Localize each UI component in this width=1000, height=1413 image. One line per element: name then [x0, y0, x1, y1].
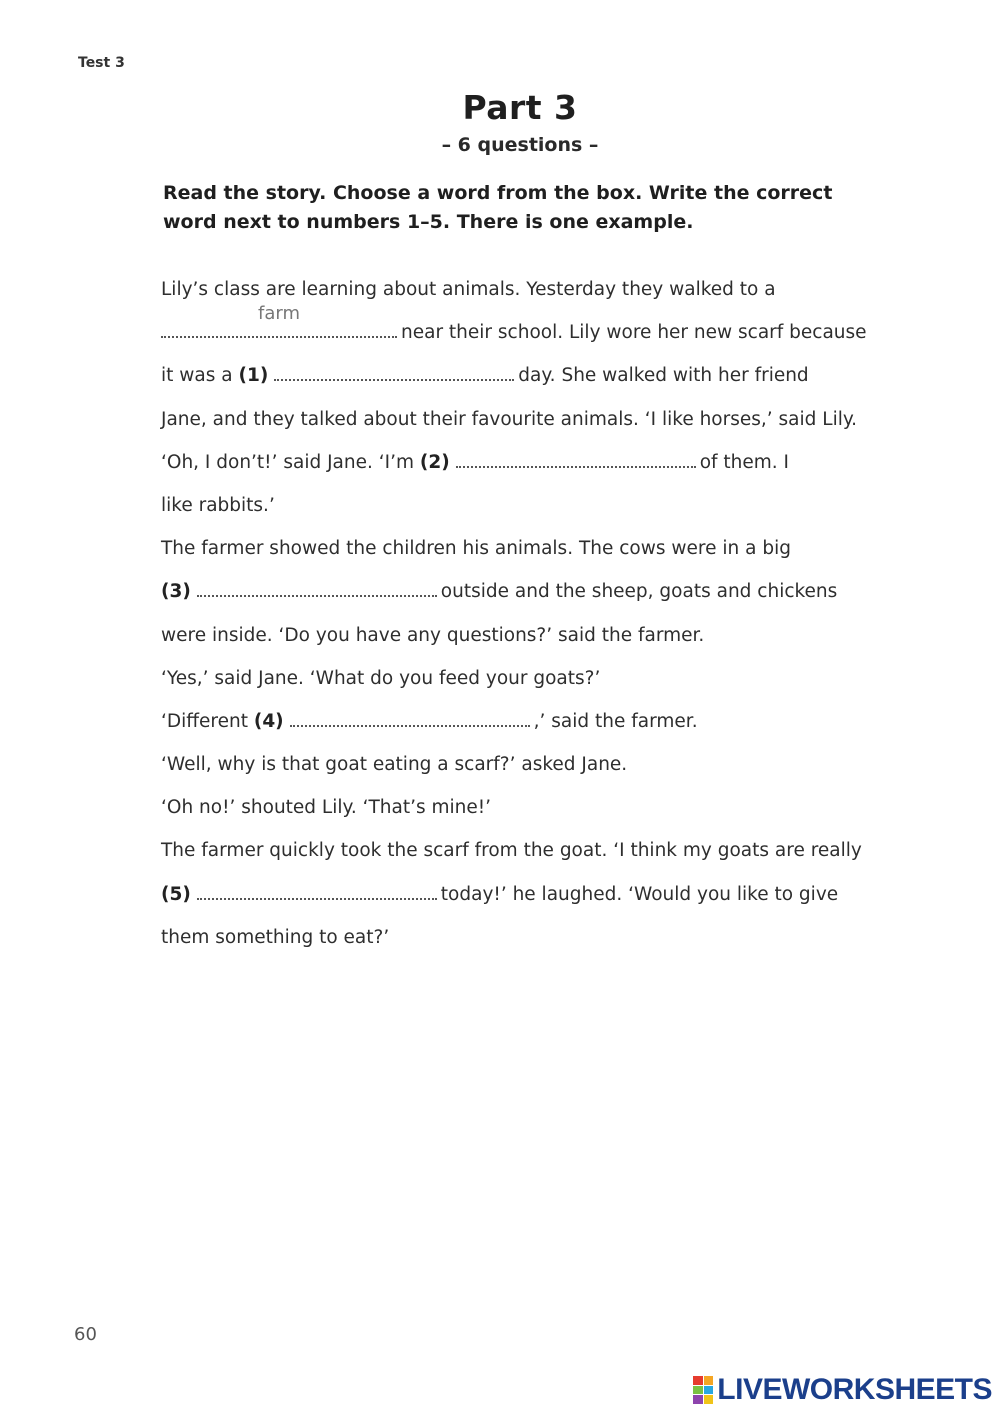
story-text: near their school. Lily wore her new scarf because — [401, 322, 867, 344]
instructions — [163, 179, 883, 237]
instructions-line-1: Read the story. Choose a word from the box. Write the correct — [163, 182, 833, 204]
question-number-2: (2) — [419, 451, 450, 473]
story-text: like rabbits.’ — [161, 494, 275, 516]
answer-field-2[interactable] — [456, 446, 696, 468]
story-text: outside and the sheep, goats and chickens — [440, 581, 838, 603]
story-line — [161, 700, 901, 743]
answer-field-3[interactable] — [197, 575, 437, 597]
story-line — [161, 743, 901, 786]
story-line — [161, 916, 901, 959]
story-line — [161, 786, 901, 829]
question-number-1: (1) — [238, 365, 269, 387]
example-answer: farm — [258, 302, 300, 324]
logo-tile — [704, 1376, 714, 1385]
story-text: ‘Oh no!’ shouted Lily. ‘That’s mine!’ — [161, 797, 492, 819]
story-line — [161, 614, 901, 657]
logo-tile — [704, 1395, 714, 1404]
question-number-4: (4) — [253, 710, 284, 732]
answer-field-4[interactable] — [290, 705, 530, 727]
logo-tile — [693, 1395, 703, 1404]
test-label: Test 3 — [78, 55, 125, 71]
story-text: them something to eat?’ — [161, 926, 390, 948]
story-line — [161, 354, 901, 397]
story-text: ‘Oh, I don’t!’ said Jane. ‘I’m — [161, 451, 415, 473]
story — [161, 268, 901, 959]
logo-tile — [693, 1386, 703, 1395]
story-line — [161, 398, 901, 441]
part-subtitle: – 6 questions – — [441, 134, 599, 156]
instructions-line-2: word next to numbers 1–5. There is one example. — [163, 211, 694, 233]
answer-field-1[interactable] — [274, 359, 514, 381]
logo-tile — [693, 1376, 703, 1385]
watermark-logo — [693, 1373, 992, 1407]
story-text: ‘Different — [161, 710, 248, 732]
story-text: The farmer showed the children his animals. The cows were in a big — [161, 538, 791, 560]
question-number-5: (5) — [161, 883, 191, 905]
story-line — [161, 829, 901, 872]
story-text: ‘Well, why is that goat eating a scarf?’ asked Jane. — [161, 754, 628, 776]
story-text: day. She walked with her friend — [518, 365, 809, 387]
watermark-text: LIVEWORKSHEETS — [717, 1373, 992, 1406]
story-text: it was a — [161, 365, 233, 387]
story-line — [161, 484, 901, 527]
part-title: Part 3 — [462, 88, 578, 127]
story-text: of them. I — [699, 451, 790, 473]
answer-field-5[interactable] — [197, 878, 437, 900]
story-line — [161, 302, 901, 354]
story-text: Lily’s class are learning about animals. Yesterday they walked to a — [161, 279, 776, 300]
story-text: ‘Yes,’ said Jane. ‘What do you feed your goats?’ — [161, 667, 601, 689]
example-answer-field — [161, 302, 397, 338]
page-number: 60 — [74, 1324, 97, 1345]
story-line — [161, 527, 901, 570]
story-line — [161, 570, 901, 613]
liveworksheets-logo-icon — [693, 1376, 713, 1404]
story-line — [161, 873, 901, 916]
story-text: The farmer quickly took the scarf from the goat. ‘I think my goats are really — [161, 840, 862, 862]
question-number-3: (3) — [161, 581, 191, 603]
story-text: today!’ he laughed. ‘Would you like to give — [440, 883, 839, 905]
story-text: Jane, and they talked about their favourite animals. ‘I like horses,’ said Lily. — [161, 408, 858, 430]
logo-tile — [704, 1386, 714, 1395]
story-line — [161, 441, 901, 484]
story-line — [161, 657, 901, 700]
story-text: ,’ said the farmer. — [533, 710, 698, 732]
story-text: were inside. ‘Do you have any questions?’ said the farmer. — [161, 624, 705, 646]
